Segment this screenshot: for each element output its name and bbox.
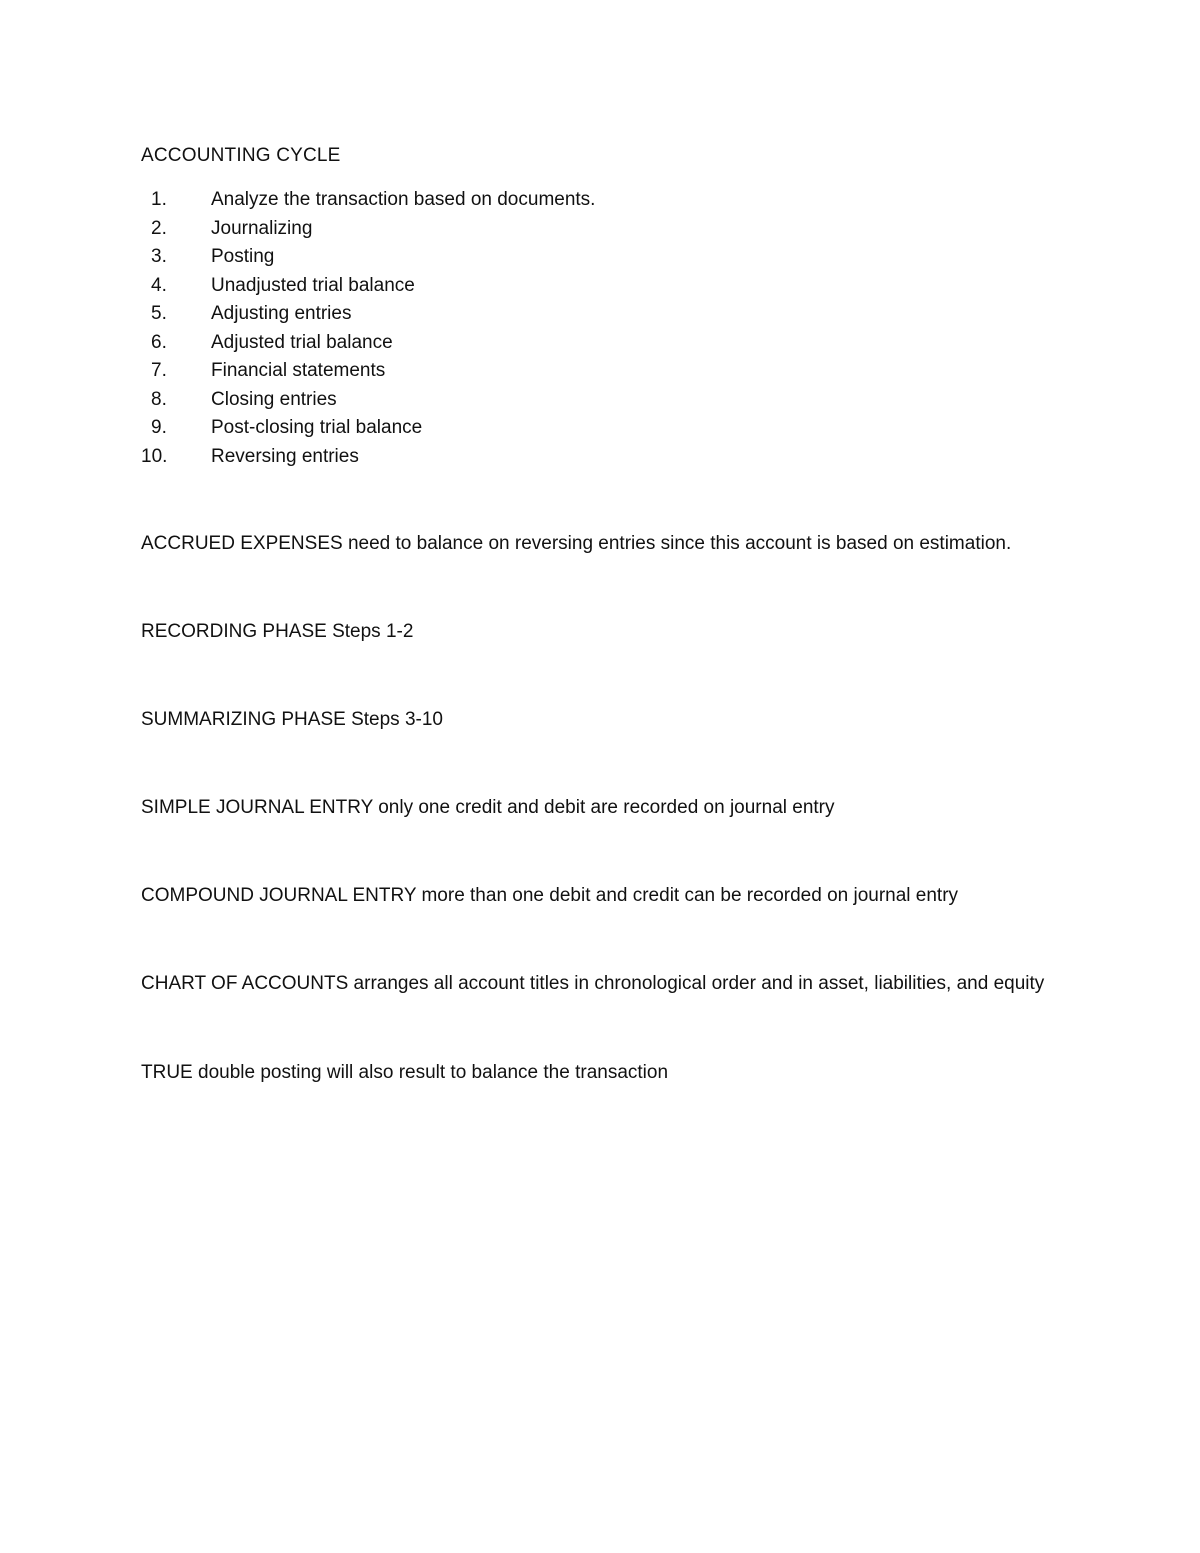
list-item-number: 9. <box>151 417 167 438</box>
list-item-text: Adjusting entries <box>211 303 352 324</box>
list-item-number: 6. <box>151 331 167 353</box>
note-term: ACCRUED EXPENSES <box>141 533 343 554</box>
list-item-number: 3. <box>151 246 167 267</box>
list-item <box>141 186 595 215</box>
note-text: need to balance on reversing entries since this account is based on estimation. <box>342 533 1012 554</box>
note-accrued-expenses <box>141 530 1011 558</box>
list-item <box>141 243 595 272</box>
list-item <box>141 386 595 415</box>
list-item <box>141 272 595 301</box>
note-text: Steps 3-10 <box>345 709 443 730</box>
list-item-text: Unadjusted trial balance <box>211 274 415 296</box>
note-term: RECORDING PHASE <box>141 621 327 642</box>
list-item <box>141 215 595 244</box>
page-heading: ACCOUNTING CYCLE <box>141 145 341 166</box>
list-item-text: Financial statements <box>211 360 386 381</box>
note-term: COMPOUND JOURNAL ENTRY <box>141 885 417 906</box>
note-chart-of-accounts <box>141 970 1044 998</box>
note-term: SUMMARIZING PHASE <box>141 709 346 730</box>
list-item-number: 4. <box>151 274 167 296</box>
list-item-text: Post-closing trial balance <box>211 417 423 438</box>
note-text: more than one debit and credit can be recorded on journal entry <box>416 885 959 906</box>
list-item-text: Posting <box>211 246 275 267</box>
list-item-text: Analyze the transaction based on documents. <box>211 189 596 210</box>
note-text: Steps 1-2 <box>326 621 414 642</box>
list-item-text: Reversing entries <box>211 445 359 467</box>
accounting-cycle-list <box>141 186 595 471</box>
list-item-text: Journalizing <box>211 217 313 239</box>
list-item <box>141 300 595 329</box>
note-compound-journal-entry <box>141 882 958 910</box>
list-item-number: 2. <box>151 217 167 239</box>
note-simple-journal-entry <box>141 794 835 822</box>
list-item <box>141 443 595 472</box>
note-true-double-posting <box>141 1059 668 1087</box>
list-item-number: 5. <box>151 303 167 324</box>
note-summarizing-phase <box>141 706 443 734</box>
list-item-number: 10. <box>141 445 168 467</box>
note-term: CHART OF ACCOUNTS <box>141 973 349 994</box>
list-item-number: 8. <box>151 388 167 410</box>
note-text: only one credit and debit are recorded on journal entry <box>372 797 835 818</box>
list-item-text: Closing entries <box>211 388 337 410</box>
note-text: arranges all account titles in chronological order and in asset, liabilities, and equity <box>348 973 1045 994</box>
list-item <box>141 414 595 443</box>
list-item-number: 7. <box>151 360 167 381</box>
note-term: SIMPLE JOURNAL ENTRY <box>141 797 373 818</box>
list-item <box>141 329 595 358</box>
list-item-text: Adjusted trial balance <box>211 331 393 353</box>
note-text: double posting will also result to balance the transaction <box>192 1062 669 1083</box>
note-recording-phase <box>141 618 413 646</box>
list-item <box>141 357 595 386</box>
note-term: TRUE <box>141 1062 193 1083</box>
list-item-number: 1. <box>151 189 167 210</box>
